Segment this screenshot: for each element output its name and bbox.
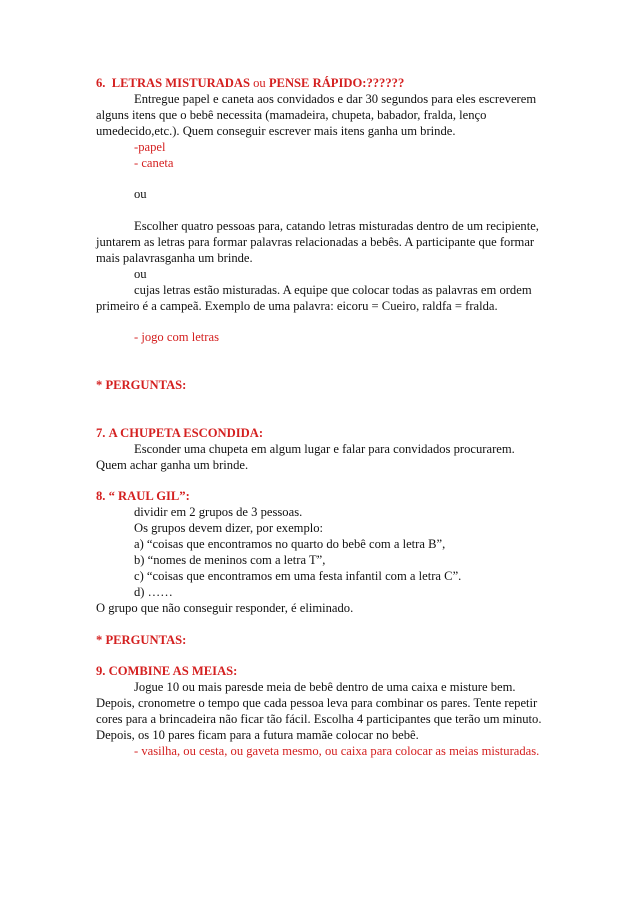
section-7-heading bbox=[96, 426, 542, 442]
section-6-title: LETRAS MISTURADAS bbox=[111, 76, 250, 90]
section-6-or: ou bbox=[249, 76, 269, 90]
section-8-item-b: b) “nomes de meninos com a letra T”, bbox=[134, 553, 326, 568]
questions-heading-2: * PERGUNTAS: bbox=[96, 632, 187, 647]
section-8-elimination: O grupo que não conseguir responder, é eliminado. bbox=[96, 600, 354, 615]
section-8-line-1: dividir em 2 grupos de 3 pessoas. bbox=[134, 505, 303, 520]
section-8-line-2: Os grupos devem dizer, por exemplo: bbox=[134, 521, 324, 536]
section-8-title: “ RAUL GIL”: bbox=[108, 489, 190, 504]
section-8-item-d: d) …… bbox=[134, 584, 173, 599]
section-8-number: 8. bbox=[96, 489, 106, 504]
section-6-intro: Entregue papel e caneta aos convidados e dar 30 segundos para eles escreverem alguns itens que o bebê necessita (mamadeira, chupeta, babador, fralda, lenço umedecido,etc.). Quem conseguir escrever mais itens ganha um brinde. bbox=[96, 91, 537, 138]
section-7-number: 7. bbox=[96, 425, 106, 440]
section-6-item-pen: - caneta bbox=[134, 155, 174, 170]
section-6-text-2: Escolher quatro pessoas para, catando letras misturadas dentro de um recipiente, juntarem as letras para formar palavras relacionadas a bebês. A participante que formar mais palavrasganha um brinde. bbox=[96, 219, 539, 265]
section-8-item-c: c) “coisas que encontramos em uma festa infantil com a letra C”. bbox=[134, 569, 462, 583]
document-page bbox=[96, 76, 542, 760]
section-6-text-3: cujas letras estão misturadas. A equipe que colocar todas as palavras em ordem primeiro é a campeã. Exemplo de uma palavra: eicoru = Cueiro, raldfa = fralda. bbox=[96, 282, 532, 313]
section-8-item-a: a) “coisas que encontramos no quarto do bebê com a letra B”, bbox=[134, 537, 446, 552]
questions-heading-1: * PERGUNTAS: bbox=[96, 378, 187, 393]
section-9-title: COMBINE AS MEIAS: bbox=[108, 664, 238, 679]
section-9-number: 9. bbox=[96, 664, 106, 679]
section-7-text: Esconder uma chupeta em algum lugar e falar para convidados procurarem. Quem achar ganha um brinde. bbox=[96, 441, 515, 472]
section-6-or-2: ou bbox=[134, 266, 147, 281]
section-6-number: 6. bbox=[96, 76, 106, 90]
section-6-heading bbox=[96, 76, 542, 92]
section-9-heading bbox=[96, 664, 542, 680]
section-8-heading bbox=[96, 489, 542, 505]
section-6-item-letters: - jogo com letras bbox=[134, 330, 219, 345]
section-9-text: Jogue 10 ou mais paresde meia de bebê dentro de uma caixa e misture bem. Depois, cronometre o tempo que cada pessoa leva para combinar os pares. Tente repetir cores para a brincadeira não ficar tão fácil. Escolha 4 participantes que terão um minuto. Depois, os 10 pares ficam para a futura mamãe colocar no bebê. bbox=[96, 680, 542, 743]
section-6-or-1: ou bbox=[134, 187, 147, 202]
section-9-note: - vasilha, ou cesta, ou gaveta mesmo, ou caixa para colocar as meias misturadas. bbox=[134, 743, 540, 758]
section-7-title: A CHUPETA ESCONDIDA: bbox=[108, 425, 264, 440]
section-6-title-2: PENSE RÁPIDO:?????? bbox=[268, 76, 405, 90]
section-6-item-paper: -papel bbox=[134, 139, 166, 154]
